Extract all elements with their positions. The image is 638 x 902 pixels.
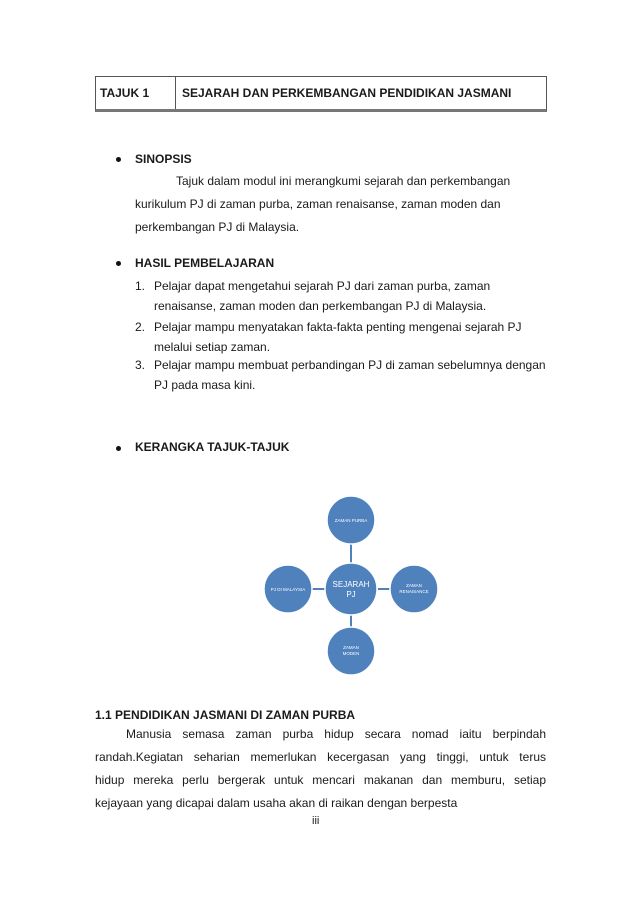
topic-code: TAJUK 1: [96, 77, 176, 109]
node-label: ZAMAN: [406, 583, 422, 588]
sinopsis-line-3: perkembangan PJ di Malaysia.: [135, 220, 300, 234]
topic-title: SEJARAH DAN PERKEMBANGAN PENDIDIKAN JASMANI: [182, 86, 512, 100]
hasil-heading: HASIL PEMBELAJARAN: [135, 256, 275, 270]
node-label: SEJARAH: [332, 580, 370, 589]
list-item-text: PJ pada masa kini.: [154, 378, 256, 392]
node-label: MODEN: [342, 651, 360, 656]
list-item-text: Pelajar mampu membuat perbandingan PJ di zaman sebelumnya dengan: [154, 358, 546, 372]
node-label: ZAMAN PURBA: [334, 518, 368, 523]
list-item-text: Pelajar dapat mengetahui sejarah PJ dari zaman purba, zaman: [154, 279, 491, 293]
topic-header: [95, 76, 547, 112]
section-paragraph-line: randah.Kegiatan seharian memerlukan kecergasan yang tinggi, untuk terus: [95, 750, 546, 764]
node-label: RENAISANCE: [399, 589, 429, 594]
section-paragraph-line: hidup mereka perlu bergerak untuk mencari makanan dan memburu, setiap: [95, 773, 546, 787]
list-item-number: 3.: [135, 358, 146, 372]
list-item-number: 2.: [135, 320, 146, 334]
bullet-icon: [116, 157, 121, 162]
list-item-text: Pelajar mampu menyatakan fakta-fakta penting mengenai sejarah PJ: [154, 320, 522, 334]
node-label: ZAMAN: [343, 645, 359, 650]
page-number: iii: [312, 815, 320, 827]
bullet-icon: [116, 261, 121, 266]
topic-framework-diagram: [255, 490, 455, 690]
node-sejarah-pj: [325, 563, 377, 615]
kerangka-heading: KERANGKA TAJUK-TAJUK: [135, 440, 290, 454]
section-paragraph-line: Manusia semasa zaman purba hidup secara nomad iaitu berpindah: [126, 727, 546, 741]
bullet-icon: [116, 446, 121, 451]
sinopsis-line-1: Tajuk dalam modul ini merangkumi sejarah dan perkembangan: [176, 174, 511, 188]
sinopsis-line-2: kurikulum PJ di zaman purba, zaman renaisanse, zaman moden dan: [135, 197, 501, 211]
sinopsis-heading: SINOPSIS: [135, 152, 192, 166]
list-item-text: renaisanse, zaman moden dan perkembangan PJ di Malaysia.: [154, 299, 487, 313]
section-heading: 1.1 PENDIDIKAN JASMANI DI ZAMAN PURBA: [95, 708, 356, 722]
list-item-number: 1.: [135, 279, 146, 293]
list-item-text: melalui setiap zaman.: [154, 340, 271, 354]
section-paragraph-line: kejayaan yang dicapai dalam usaha akan di raikan dengan berpesta: [95, 796, 458, 810]
node-label: PJ DI MALAYSIA: [270, 587, 306, 592]
node-label: PJ: [346, 590, 356, 599]
